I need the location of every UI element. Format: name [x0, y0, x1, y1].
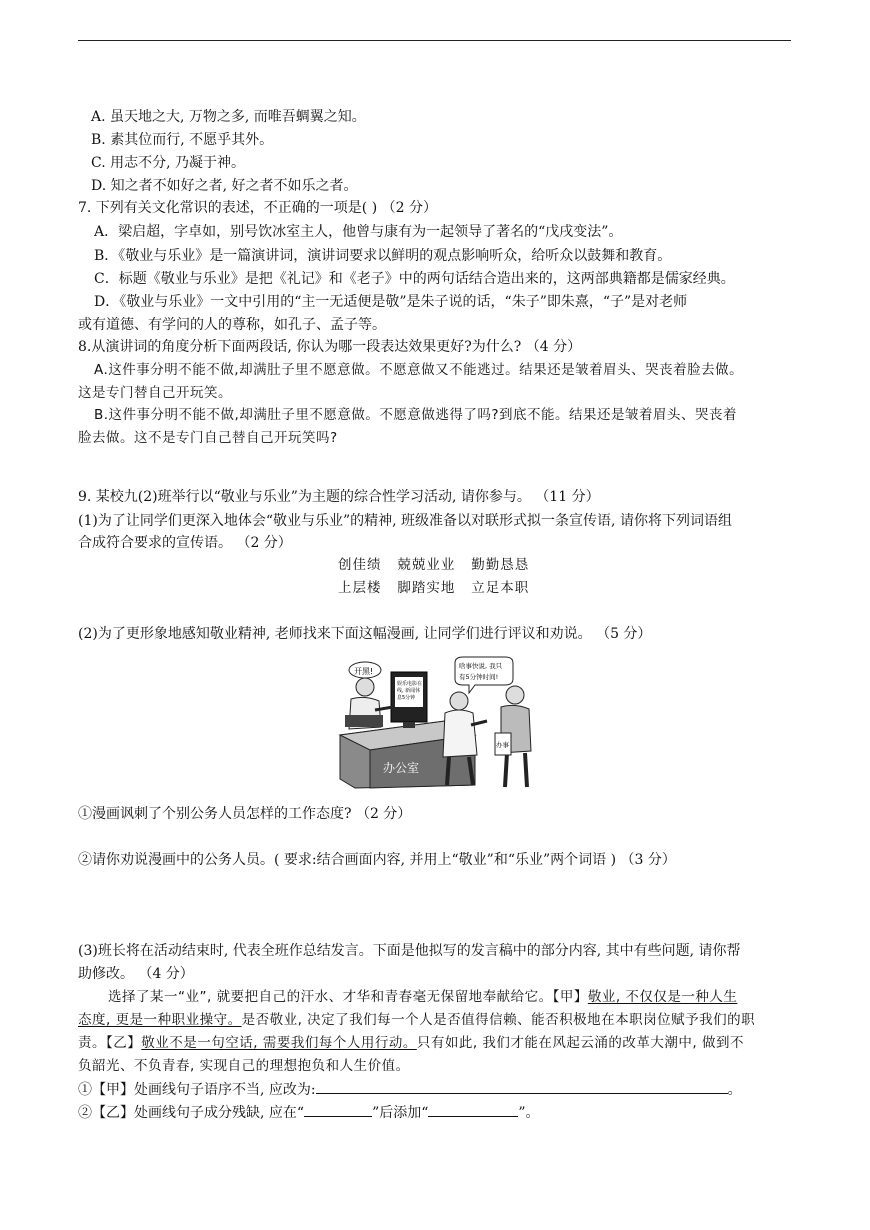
answer-blank-1[interactable]: [316, 1079, 728, 1094]
q7-option-d-cont: 或有道德、有学问的人的尊称，如孔子、孟子等。: [78, 317, 386, 333]
desk-label: 办公室: [383, 761, 420, 775]
cartoon-visitor: [495, 686, 531, 787]
screen-line-1: 娱乐电影在: [397, 681, 423, 687]
fill-in-1: [78, 1079, 742, 1100]
q7-option-d: D．《敬业与乐业》一文中引用的“主一无适便是敬”是朱子说的话，“朱子”即朱熹，“子”是对老师: [94, 294, 688, 310]
draft-text: 选择了某一“业”, 就要把自己的汗水、才华和青春毫无保留地奉献给它。【甲】: [108, 989, 588, 1005]
draft-line-1: [108, 987, 737, 1007]
q6-option-d: D. 知之者不如好之者, 好之者不如乐之者。: [91, 178, 358, 194]
bubble-right-line-1: 啥事快说, 我只: [459, 662, 503, 670]
q8-stem: 8.从演讲词的角度分析下面两段话, 你认为哪一段表达效果更好?为什么? （4 分）: [78, 339, 582, 355]
answer-blank-2[interactable]: [304, 1102, 372, 1117]
fill-in-1-end: 。: [727, 1082, 742, 1098]
speech-bubble-left: [349, 662, 381, 678]
screen-line-2: 线, 新闻休: [397, 688, 421, 694]
draft-line-4: 负韶光、不负青春, 实现自己的理想抱负和人生价值。: [78, 1058, 410, 1074]
q9-stem: 9. 某校九(2)班举行以“敬业与乐业”为主题的综合性学习活动, 请你参与。 （11 分）: [78, 489, 600, 505]
fill-in-2-prompt: ②【乙】处画线句子成分残缺, 应在“: [78, 1105, 305, 1121]
q7-stem: 7. 下列有关文化常识的表述，不正确的一项是( ) （2 分）: [78, 200, 437, 216]
underlined-sentence-jia-cont: 态度, 更是一种职业操守。: [78, 1012, 242, 1028]
q6-option-a: A. 虽天地之大, 万物之多, 而唯吾蜩翼之知。: [91, 109, 366, 125]
answer-blank-3[interactable]: [428, 1102, 518, 1117]
q7-option-a: A．梁启超，字卓如，别号饮冰室主人，他曾与康有为一起领导了著名的“戊戌变法”。: [94, 224, 623, 240]
office-cartoon: [335, 655, 535, 791]
q9-sub-1: ①漫画讽刺了个别公务人员怎样的工作态度? （2 分）: [78, 806, 412, 822]
speech-bubble-right: [455, 657, 513, 693]
draft-text: 责。【乙】: [78, 1035, 142, 1051]
fill-in-2-end: ”。: [518, 1105, 540, 1121]
q6-option-c: C. 用志不分, 乃凝于神。: [91, 155, 246, 171]
q9-part1: (1)为了让同学们更深入地体会“敬业与乐业”的精神, 班级准备以对联形式拟一条宣传语, 请你将下列词语组: [78, 513, 732, 529]
bubble-left-text: 开黑!: [354, 667, 374, 676]
draft-line-2: [78, 1010, 755, 1030]
draft-text: 只有如此, 我们才能在风起云涌的改革大潮中, 做到不: [416, 1035, 745, 1051]
q9-part2: (2)为了更形象地感知敬业精神, 老师找来下面这幅漫画, 让同学们进行评议和劝说。 （5 分）: [78, 626, 652, 642]
draft-line-3: [78, 1033, 744, 1053]
q9-sub-2: ②请你劝说漫画中的公务人员。( 要求:结合画面内容, 并用上“敬业”和“乐业”两个词语 ) （3 分）: [78, 852, 676, 868]
word-bank-row-2: 上层楼 脚踏实地 立足本职: [338, 580, 530, 596]
q7-option-b: B．《敬业与乐业》是一篇演讲词，演讲词要求以鲜明的观点影响听众，给听众以鼓舞和教育。: [94, 248, 672, 264]
q8-passage-a-cont: 这是专门替自己开玩笑。: [78, 385, 232, 401]
fill-in-1-prompt: ①【甲】处画线句子语序不当, 应改为:: [78, 1082, 316, 1098]
word-bank-row-1: 创佳绩 兢兢业业 勤勤恳恳: [338, 557, 530, 573]
underlined-sentence-jia: 敬业, 不仅仅是一种人生: [587, 989, 738, 1005]
q6-option-b: B. 素其位而行, 不愿乎其外。: [91, 132, 274, 148]
q7-option-c: C．标题《敬业与乐业》是把《礼记》和《老子》中的两句话结合造出来的，这两部典籍都是儒家经典。: [94, 271, 735, 287]
q8-passage-b-cont: 脸去做。这不是专门自己替自己开玩笑吗?: [78, 430, 338, 446]
screen-line-3: 息5分钟: [397, 695, 416, 701]
q8-passage-b: B.这件事分明不能不做,却满肚子里不愿意做。不愿意做逃得了吗?到底不能。结果还是皱着眉头、哭丧着: [94, 407, 738, 423]
q9-part3: (3)班长将在活动结束时, 代表全班作总结发言。下面是他拟写的发言稿中的部分内容, 其中有些问题, 请你帮: [78, 943, 741, 959]
q8-passage-a: A.这件事分明不能不做,却满肚子里不愿意做。不愿意做又不能逃过。结果还是皱着眉头、哭丧着脸去做。: [94, 362, 744, 378]
fill-in-2-mid: ”后添加“: [372, 1105, 429, 1121]
q9-part1-cont: 合成符合要求的宣传语。 （2 分）: [78, 535, 292, 551]
underlined-sentence-yi: 敬业不是一句空话, 需要我们每个人用行动。: [141, 1035, 417, 1051]
header-rule: [78, 40, 791, 41]
fill-in-2: [78, 1102, 540, 1123]
cartoon-computer: [391, 672, 427, 728]
cartoon-gamer-official: [345, 678, 393, 729]
bubble-right-line-2: 有5分钟时间!: [459, 673, 499, 681]
bag-label: 办事: [496, 741, 509, 749]
draft-text: 是否敬业, 决定了我们每一个人是否值得信赖、能否积极地在本职岗位赋予我们的职: [241, 1012, 756, 1028]
q9-part3-cont: 助修改。 （4 分）: [78, 966, 194, 982]
